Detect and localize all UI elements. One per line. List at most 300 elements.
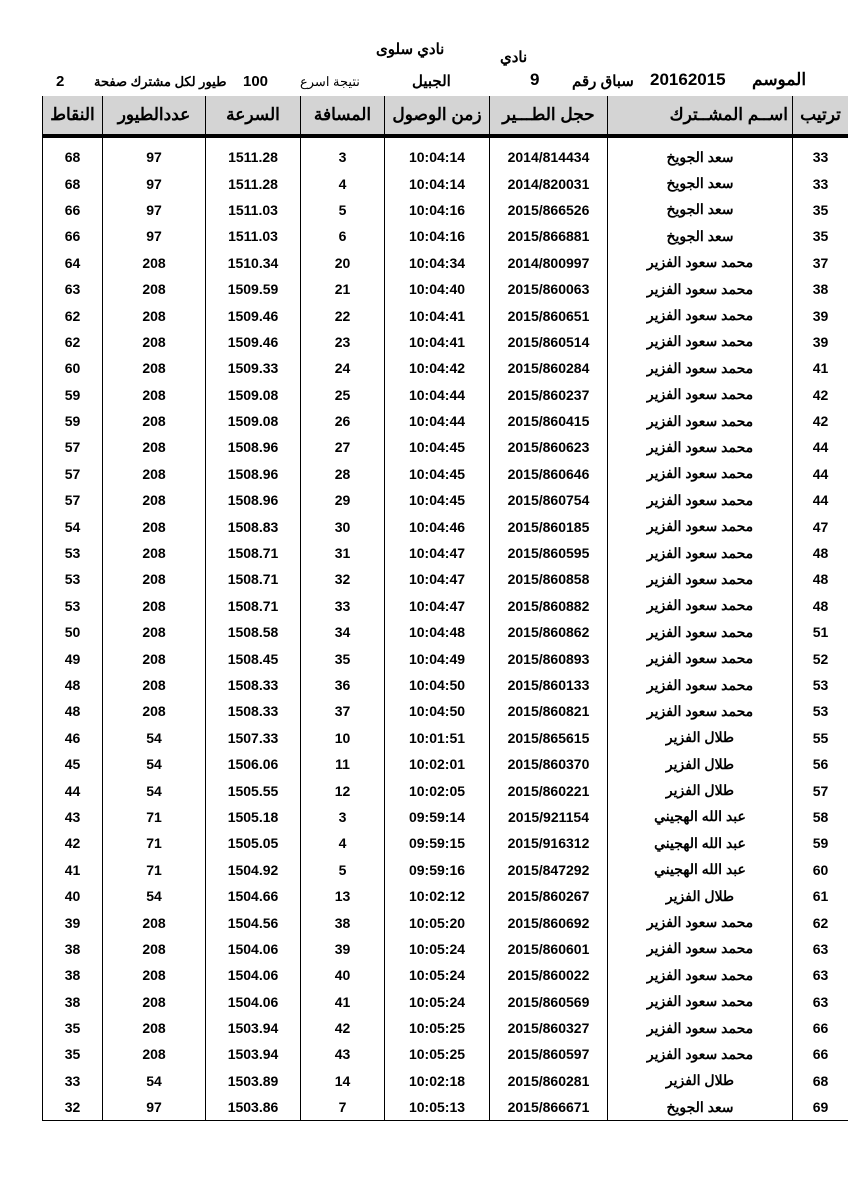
cell-points: 63 bbox=[43, 276, 103, 302]
cell-points: 68 bbox=[43, 144, 103, 170]
col-rank: ترتيب bbox=[793, 96, 848, 136]
cell-points: 45 bbox=[43, 751, 103, 777]
cell-rank: 35 bbox=[793, 223, 848, 249]
cell-arrival: 10:04:50 bbox=[385, 698, 490, 724]
season-label: الموسم bbox=[752, 70, 807, 89]
cell-arrival: 10:05:25 bbox=[385, 1015, 490, 1041]
table-row bbox=[43, 777, 848, 803]
cell-ring: 2015/860237 bbox=[490, 382, 608, 408]
cell-name: محمد سعود الفزير bbox=[608, 540, 793, 566]
table-row bbox=[43, 170, 848, 196]
cell-name: محمد سعود الفزير bbox=[608, 382, 793, 408]
cell-speed: 1508.45 bbox=[206, 645, 301, 671]
cell-ring: 2015/860569 bbox=[490, 989, 608, 1015]
cell-points: 60 bbox=[43, 355, 103, 381]
cell-birds: 97 bbox=[103, 197, 206, 223]
cell-rank: 44 bbox=[793, 487, 848, 513]
cell-speed: 1504.06 bbox=[206, 989, 301, 1015]
cell-speed: 1504.92 bbox=[206, 857, 301, 883]
cell-rank: 42 bbox=[793, 382, 848, 408]
cell-name: محمد سعود الفزير bbox=[608, 250, 793, 276]
cell-distance: 20 bbox=[301, 250, 385, 276]
cell-birds: 54 bbox=[103, 751, 206, 777]
cell-ring: 2014/820031 bbox=[490, 170, 608, 196]
cell-name: محمد سعود الفزير bbox=[608, 276, 793, 302]
cell-distance: 29 bbox=[301, 487, 385, 513]
cell-speed: 1505.05 bbox=[206, 830, 301, 856]
table-row bbox=[43, 408, 848, 434]
cell-speed: 1508.96 bbox=[206, 461, 301, 487]
cell-ring: 2015/847292 bbox=[490, 857, 608, 883]
cell-distance: 36 bbox=[301, 672, 385, 698]
cell-ring: 2015/860514 bbox=[490, 329, 608, 355]
cell-speed: 1504.06 bbox=[206, 962, 301, 988]
cell-ring: 2015/860221 bbox=[490, 777, 608, 803]
cell-points: 53 bbox=[43, 566, 103, 592]
cell-arrival: 10:04:46 bbox=[385, 513, 490, 539]
cell-birds: 97 bbox=[103, 144, 206, 170]
cell-points: 32 bbox=[43, 1094, 103, 1121]
cell-arrival: 10:04:50 bbox=[385, 672, 490, 698]
cell-distance: 39 bbox=[301, 936, 385, 962]
cell-name: طلال الفزير bbox=[608, 777, 793, 803]
cell-speed: 1509.46 bbox=[206, 302, 301, 328]
table-row bbox=[43, 382, 848, 408]
table-row bbox=[43, 936, 848, 962]
cell-name: محمد سعود الفزير bbox=[608, 355, 793, 381]
cell-points: 53 bbox=[43, 540, 103, 566]
cell-speed: 1509.08 bbox=[206, 408, 301, 434]
cell-rank: 53 bbox=[793, 698, 848, 724]
cell-rank: 59 bbox=[793, 830, 848, 856]
cell-arrival: 10:02:18 bbox=[385, 1068, 490, 1094]
club-label: نادي bbox=[500, 49, 528, 66]
table-row bbox=[43, 1068, 848, 1094]
table-row bbox=[43, 883, 848, 909]
cell-name: محمد سعود الفزير bbox=[608, 566, 793, 592]
cell-speed: 1510.34 bbox=[206, 250, 301, 276]
cell-distance: 22 bbox=[301, 302, 385, 328]
cell-speed: 1503.94 bbox=[206, 1041, 301, 1067]
cell-points: 33 bbox=[43, 1068, 103, 1094]
cell-distance: 26 bbox=[301, 408, 385, 434]
table-row bbox=[43, 434, 848, 460]
cell-ring: 2015/860821 bbox=[490, 698, 608, 724]
cell-arrival: 10:05:20 bbox=[385, 909, 490, 935]
cell-arrival: 09:59:14 bbox=[385, 804, 490, 830]
col-distance: المسافة bbox=[301, 96, 385, 136]
cell-points: 62 bbox=[43, 302, 103, 328]
cell-speed: 1509.46 bbox=[206, 329, 301, 355]
cell-arrival: 10:04:41 bbox=[385, 329, 490, 355]
cell-speed: 1503.94 bbox=[206, 1015, 301, 1041]
table-row bbox=[43, 725, 848, 751]
cell-arrival: 10:02:01 bbox=[385, 751, 490, 777]
cell-ring: 2015/860133 bbox=[490, 672, 608, 698]
cell-rank: 39 bbox=[793, 329, 848, 355]
cell-speed: 1508.71 bbox=[206, 593, 301, 619]
cell-rank: 63 bbox=[793, 936, 848, 962]
cell-ring: 2015/860327 bbox=[490, 1015, 608, 1041]
cell-birds: 208 bbox=[103, 461, 206, 487]
cell-distance: 13 bbox=[301, 883, 385, 909]
cell-rank: 42 bbox=[793, 408, 848, 434]
cell-name: سعد الجويخ bbox=[608, 197, 793, 223]
table-row bbox=[43, 698, 848, 724]
cell-name: سعد الجويخ bbox=[608, 170, 793, 196]
table-row bbox=[43, 672, 848, 698]
cell-rank: 58 bbox=[793, 804, 848, 830]
table-row bbox=[43, 461, 848, 487]
cell-name: محمد سعود الفزير bbox=[608, 619, 793, 645]
cell-points: 44 bbox=[43, 777, 103, 803]
cell-points: 54 bbox=[43, 513, 103, 539]
cell-arrival: 10:04:45 bbox=[385, 487, 490, 513]
cell-arrival: 10:05:13 bbox=[385, 1094, 490, 1121]
cell-birds: 208 bbox=[103, 408, 206, 434]
cell-rank: 33 bbox=[793, 170, 848, 196]
table-row bbox=[43, 804, 848, 830]
table-row bbox=[43, 566, 848, 592]
cell-rank: 63 bbox=[793, 962, 848, 988]
cell-birds: 208 bbox=[103, 909, 206, 935]
cell-distance: 23 bbox=[301, 329, 385, 355]
cell-rank: 60 bbox=[793, 857, 848, 883]
col-speed: السرعة bbox=[206, 96, 301, 136]
cell-name: سعد الجويخ bbox=[608, 1094, 793, 1121]
cell-arrival: 10:05:25 bbox=[385, 1041, 490, 1067]
cell-arrival: 10:04:47 bbox=[385, 593, 490, 619]
header-spacer bbox=[43, 136, 848, 144]
cell-rank: 68 bbox=[793, 1068, 848, 1094]
cell-ring: 2015/860754 bbox=[490, 487, 608, 513]
cell-birds: 97 bbox=[103, 223, 206, 249]
cell-distance: 42 bbox=[301, 1015, 385, 1041]
cell-rank: 51 bbox=[793, 619, 848, 645]
cell-rank: 47 bbox=[793, 513, 848, 539]
cell-arrival: 10:04:49 bbox=[385, 645, 490, 671]
col-arrival: زمن الوصول bbox=[385, 96, 490, 136]
cell-name: عبد الله الهجيني bbox=[608, 830, 793, 856]
cell-points: 46 bbox=[43, 725, 103, 751]
birds-per-member-label: طيور لكل مشترك صفحة bbox=[94, 74, 227, 89]
cell-distance: 31 bbox=[301, 540, 385, 566]
cell-birds: 208 bbox=[103, 936, 206, 962]
cell-speed: 1508.71 bbox=[206, 540, 301, 566]
cell-ring: 2015/860651 bbox=[490, 302, 608, 328]
cell-name: محمد سعود الفزير bbox=[608, 1015, 793, 1041]
cell-arrival: 10:04:16 bbox=[385, 197, 490, 223]
club-name-top: نادي سلوى bbox=[376, 41, 445, 58]
cell-distance: 43 bbox=[301, 1041, 385, 1067]
cell-arrival: 10:04:16 bbox=[385, 223, 490, 249]
table-row bbox=[43, 329, 848, 355]
cell-points: 38 bbox=[43, 989, 103, 1015]
cell-arrival: 10:02:05 bbox=[385, 777, 490, 803]
cell-name: محمد سعود الفزير bbox=[608, 487, 793, 513]
cell-arrival: 10:05:24 bbox=[385, 962, 490, 988]
cell-speed: 1508.96 bbox=[206, 434, 301, 460]
cell-ring: 2015/860415 bbox=[490, 408, 608, 434]
cell-speed: 1509.59 bbox=[206, 276, 301, 302]
cell-name: طلال الفزير bbox=[608, 725, 793, 751]
cell-ring: 2015/860281 bbox=[490, 1068, 608, 1094]
cell-birds: 208 bbox=[103, 329, 206, 355]
cell-ring: 2015/860063 bbox=[490, 276, 608, 302]
cell-rank: 39 bbox=[793, 302, 848, 328]
cell-points: 41 bbox=[43, 857, 103, 883]
cell-distance: 21 bbox=[301, 276, 385, 302]
cell-ring: 2015/860370 bbox=[490, 751, 608, 777]
cell-distance: 10 bbox=[301, 725, 385, 751]
cell-name: محمد سعود الفزير bbox=[608, 672, 793, 698]
cell-rank: 66 bbox=[793, 1015, 848, 1041]
table-row bbox=[43, 751, 848, 777]
cell-speed: 1508.83 bbox=[206, 513, 301, 539]
cell-speed: 1504.06 bbox=[206, 936, 301, 962]
cell-birds: 208 bbox=[103, 593, 206, 619]
col-birds: عددالطيور bbox=[103, 96, 206, 136]
cell-rank: 38 bbox=[793, 276, 848, 302]
cell-ring: 2015/921154 bbox=[490, 804, 608, 830]
cell-points: 48 bbox=[43, 698, 103, 724]
result-value: 100 bbox=[243, 73, 269, 90]
cell-birds: 71 bbox=[103, 857, 206, 883]
table-row bbox=[43, 909, 848, 935]
cell-ring: 2015/860185 bbox=[490, 513, 608, 539]
cell-birds: 208 bbox=[103, 672, 206, 698]
cell-distance: 37 bbox=[301, 698, 385, 724]
cell-name: عبد الله الهجيني bbox=[608, 857, 793, 883]
cell-distance: 3 bbox=[301, 144, 385, 170]
cell-speed: 1508.58 bbox=[206, 619, 301, 645]
cell-rank: 69 bbox=[793, 1094, 848, 1121]
table-row bbox=[43, 223, 848, 249]
cell-rank: 62 bbox=[793, 909, 848, 935]
cell-points: 50 bbox=[43, 619, 103, 645]
cell-name: محمد سعود الفزير bbox=[608, 989, 793, 1015]
cell-rank: 66 bbox=[793, 1041, 848, 1067]
cell-points: 68 bbox=[43, 170, 103, 196]
cell-arrival: 10:04:44 bbox=[385, 382, 490, 408]
cell-name: سعد الجويخ bbox=[608, 223, 793, 249]
table-row bbox=[43, 1041, 848, 1067]
cell-birds: 208 bbox=[103, 962, 206, 988]
cell-name: محمد سعود الفزير bbox=[608, 461, 793, 487]
cell-ring: 2014/800997 bbox=[490, 250, 608, 276]
cell-points: 48 bbox=[43, 672, 103, 698]
table-row bbox=[43, 302, 848, 328]
cell-birds: 208 bbox=[103, 382, 206, 408]
cell-name: محمد سعود الفزير bbox=[608, 698, 793, 724]
cell-arrival: 10:01:51 bbox=[385, 725, 490, 751]
cell-distance: 24 bbox=[301, 355, 385, 381]
cell-birds: 97 bbox=[103, 170, 206, 196]
cell-birds: 208 bbox=[103, 540, 206, 566]
table-row bbox=[43, 593, 848, 619]
cell-rank: 48 bbox=[793, 593, 848, 619]
cell-distance: 34 bbox=[301, 619, 385, 645]
cell-arrival: 10:02:12 bbox=[385, 883, 490, 909]
table-row bbox=[43, 962, 848, 988]
cell-points: 62 bbox=[43, 329, 103, 355]
cell-arrival: 10:05:24 bbox=[385, 936, 490, 962]
cell-name: محمد سعود الفزير bbox=[608, 593, 793, 619]
cell-arrival: 10:04:41 bbox=[385, 302, 490, 328]
cell-speed: 1505.55 bbox=[206, 777, 301, 803]
cell-arrival: 10:05:24 bbox=[385, 989, 490, 1015]
cell-points: 66 bbox=[43, 223, 103, 249]
cell-ring: 2015/865615 bbox=[490, 725, 608, 751]
cell-arrival: 10:04:45 bbox=[385, 461, 490, 487]
cell-speed: 1509.33 bbox=[206, 355, 301, 381]
cell-arrival: 10:04:45 bbox=[385, 434, 490, 460]
table-row bbox=[43, 144, 848, 170]
cell-arrival: 09:59:15 bbox=[385, 830, 490, 856]
cell-distance: 5 bbox=[301, 197, 385, 223]
cell-distance: 7 bbox=[301, 1094, 385, 1121]
cell-birds: 208 bbox=[103, 1041, 206, 1067]
cell-distance: 25 bbox=[301, 382, 385, 408]
cell-distance: 28 bbox=[301, 461, 385, 487]
cell-name: محمد سعود الفزير bbox=[608, 645, 793, 671]
cell-arrival: 10:04:14 bbox=[385, 170, 490, 196]
cell-birds: 208 bbox=[103, 276, 206, 302]
cell-points: 35 bbox=[43, 1041, 103, 1067]
cell-ring: 2015/860862 bbox=[490, 619, 608, 645]
cell-distance: 27 bbox=[301, 434, 385, 460]
cell-name: محمد سعود الفزير bbox=[608, 962, 793, 988]
cell-speed: 1509.08 bbox=[206, 382, 301, 408]
table-row bbox=[43, 857, 848, 883]
cell-arrival: 09:59:16 bbox=[385, 857, 490, 883]
col-ring: حجل الطـــير bbox=[490, 96, 608, 136]
cell-birds: 208 bbox=[103, 645, 206, 671]
cell-name: محمد سعود الفزير bbox=[608, 513, 793, 539]
cell-points: 66 bbox=[43, 197, 103, 223]
table-row bbox=[43, 540, 848, 566]
cell-ring: 2015/866671 bbox=[490, 1094, 608, 1121]
cell-points: 64 bbox=[43, 250, 103, 276]
cell-ring: 2015/866881 bbox=[490, 223, 608, 249]
cell-name: محمد سعود الفزير bbox=[608, 909, 793, 935]
table-row bbox=[43, 830, 848, 856]
cell-distance: 4 bbox=[301, 830, 385, 856]
cell-distance: 40 bbox=[301, 962, 385, 988]
cell-speed: 1508.33 bbox=[206, 698, 301, 724]
cell-birds: 208 bbox=[103, 434, 206, 460]
cell-birds: 208 bbox=[103, 250, 206, 276]
table-row bbox=[43, 1015, 848, 1041]
cell-birds: 54 bbox=[103, 725, 206, 751]
cell-ring: 2015/860882 bbox=[490, 593, 608, 619]
cell-points: 43 bbox=[43, 804, 103, 830]
race-value: 9 bbox=[530, 70, 540, 89]
cell-name: محمد سعود الفزير bbox=[608, 329, 793, 355]
cell-speed: 1511.03 bbox=[206, 223, 301, 249]
cell-birds: 71 bbox=[103, 804, 206, 830]
table-row bbox=[43, 513, 848, 539]
cell-points: 40 bbox=[43, 883, 103, 909]
col-name: اســم المشــترك bbox=[608, 96, 793, 136]
cell-distance: 4 bbox=[301, 170, 385, 196]
table-row bbox=[43, 645, 848, 671]
table-row bbox=[43, 276, 848, 302]
cell-rank: 53 bbox=[793, 672, 848, 698]
table-row bbox=[43, 487, 848, 513]
cell-points: 57 bbox=[43, 461, 103, 487]
table-row bbox=[43, 619, 848, 645]
cell-name: محمد سعود الفزير bbox=[608, 302, 793, 328]
cell-speed: 1504.56 bbox=[206, 909, 301, 935]
cell-ring: 2015/860858 bbox=[490, 566, 608, 592]
table-header-row bbox=[43, 96, 848, 136]
cell-distance: 6 bbox=[301, 223, 385, 249]
cell-ring: 2015/860284 bbox=[490, 355, 608, 381]
cell-rank: 61 bbox=[793, 883, 848, 909]
cell-ring: 2014/814434 bbox=[490, 144, 608, 170]
table-row bbox=[43, 197, 848, 223]
result-label: نتيجة اسرع bbox=[300, 74, 360, 89]
cell-arrival: 10:04:47 bbox=[385, 566, 490, 592]
cell-points: 42 bbox=[43, 830, 103, 856]
cell-points: 57 bbox=[43, 434, 103, 460]
cell-arrival: 10:04:40 bbox=[385, 276, 490, 302]
cell-name: طلال الفزير bbox=[608, 883, 793, 909]
cell-ring: 2015/860646 bbox=[490, 461, 608, 487]
cell-birds: 208 bbox=[103, 302, 206, 328]
page-number: 2 bbox=[56, 73, 65, 90]
cell-points: 59 bbox=[43, 382, 103, 408]
cell-birds: 54 bbox=[103, 883, 206, 909]
race-label: سباق رقم bbox=[572, 73, 634, 90]
cell-distance: 30 bbox=[301, 513, 385, 539]
club-value: الجبيل bbox=[412, 73, 451, 90]
cell-arrival: 10:04:42 bbox=[385, 355, 490, 381]
cell-points: 35 bbox=[43, 1015, 103, 1041]
cell-name: سعد الجويخ bbox=[608, 144, 793, 170]
cell-ring: 2015/860623 bbox=[490, 434, 608, 460]
cell-name: طلال الفزير bbox=[608, 1068, 793, 1094]
results-table bbox=[42, 96, 848, 1121]
cell-rank: 48 bbox=[793, 540, 848, 566]
cell-speed: 1506.06 bbox=[206, 751, 301, 777]
col-points: النقاط bbox=[43, 96, 103, 136]
table-row bbox=[43, 355, 848, 381]
table-row bbox=[43, 1094, 848, 1121]
cell-speed: 1508.33 bbox=[206, 672, 301, 698]
cell-birds: 54 bbox=[103, 1068, 206, 1094]
table-row bbox=[43, 250, 848, 276]
cell-speed: 1505.18 bbox=[206, 804, 301, 830]
cell-rank: 63 bbox=[793, 989, 848, 1015]
season-value: 20162015 bbox=[650, 70, 726, 89]
cell-speed: 1503.86 bbox=[206, 1094, 301, 1121]
cell-arrival: 10:04:14 bbox=[385, 144, 490, 170]
cell-speed: 1511.28 bbox=[206, 170, 301, 196]
cell-arrival: 10:04:48 bbox=[385, 619, 490, 645]
cell-name: محمد سعود الفزير bbox=[608, 1041, 793, 1067]
cell-rank: 44 bbox=[793, 434, 848, 460]
cell-points: 38 bbox=[43, 936, 103, 962]
cell-ring: 2015/860022 bbox=[490, 962, 608, 988]
cell-ring: 2015/860893 bbox=[490, 645, 608, 671]
cell-distance: 11 bbox=[301, 751, 385, 777]
cell-rank: 57 bbox=[793, 777, 848, 803]
cell-distance: 35 bbox=[301, 645, 385, 671]
cell-distance: 14 bbox=[301, 1068, 385, 1094]
cell-birds: 208 bbox=[103, 989, 206, 1015]
